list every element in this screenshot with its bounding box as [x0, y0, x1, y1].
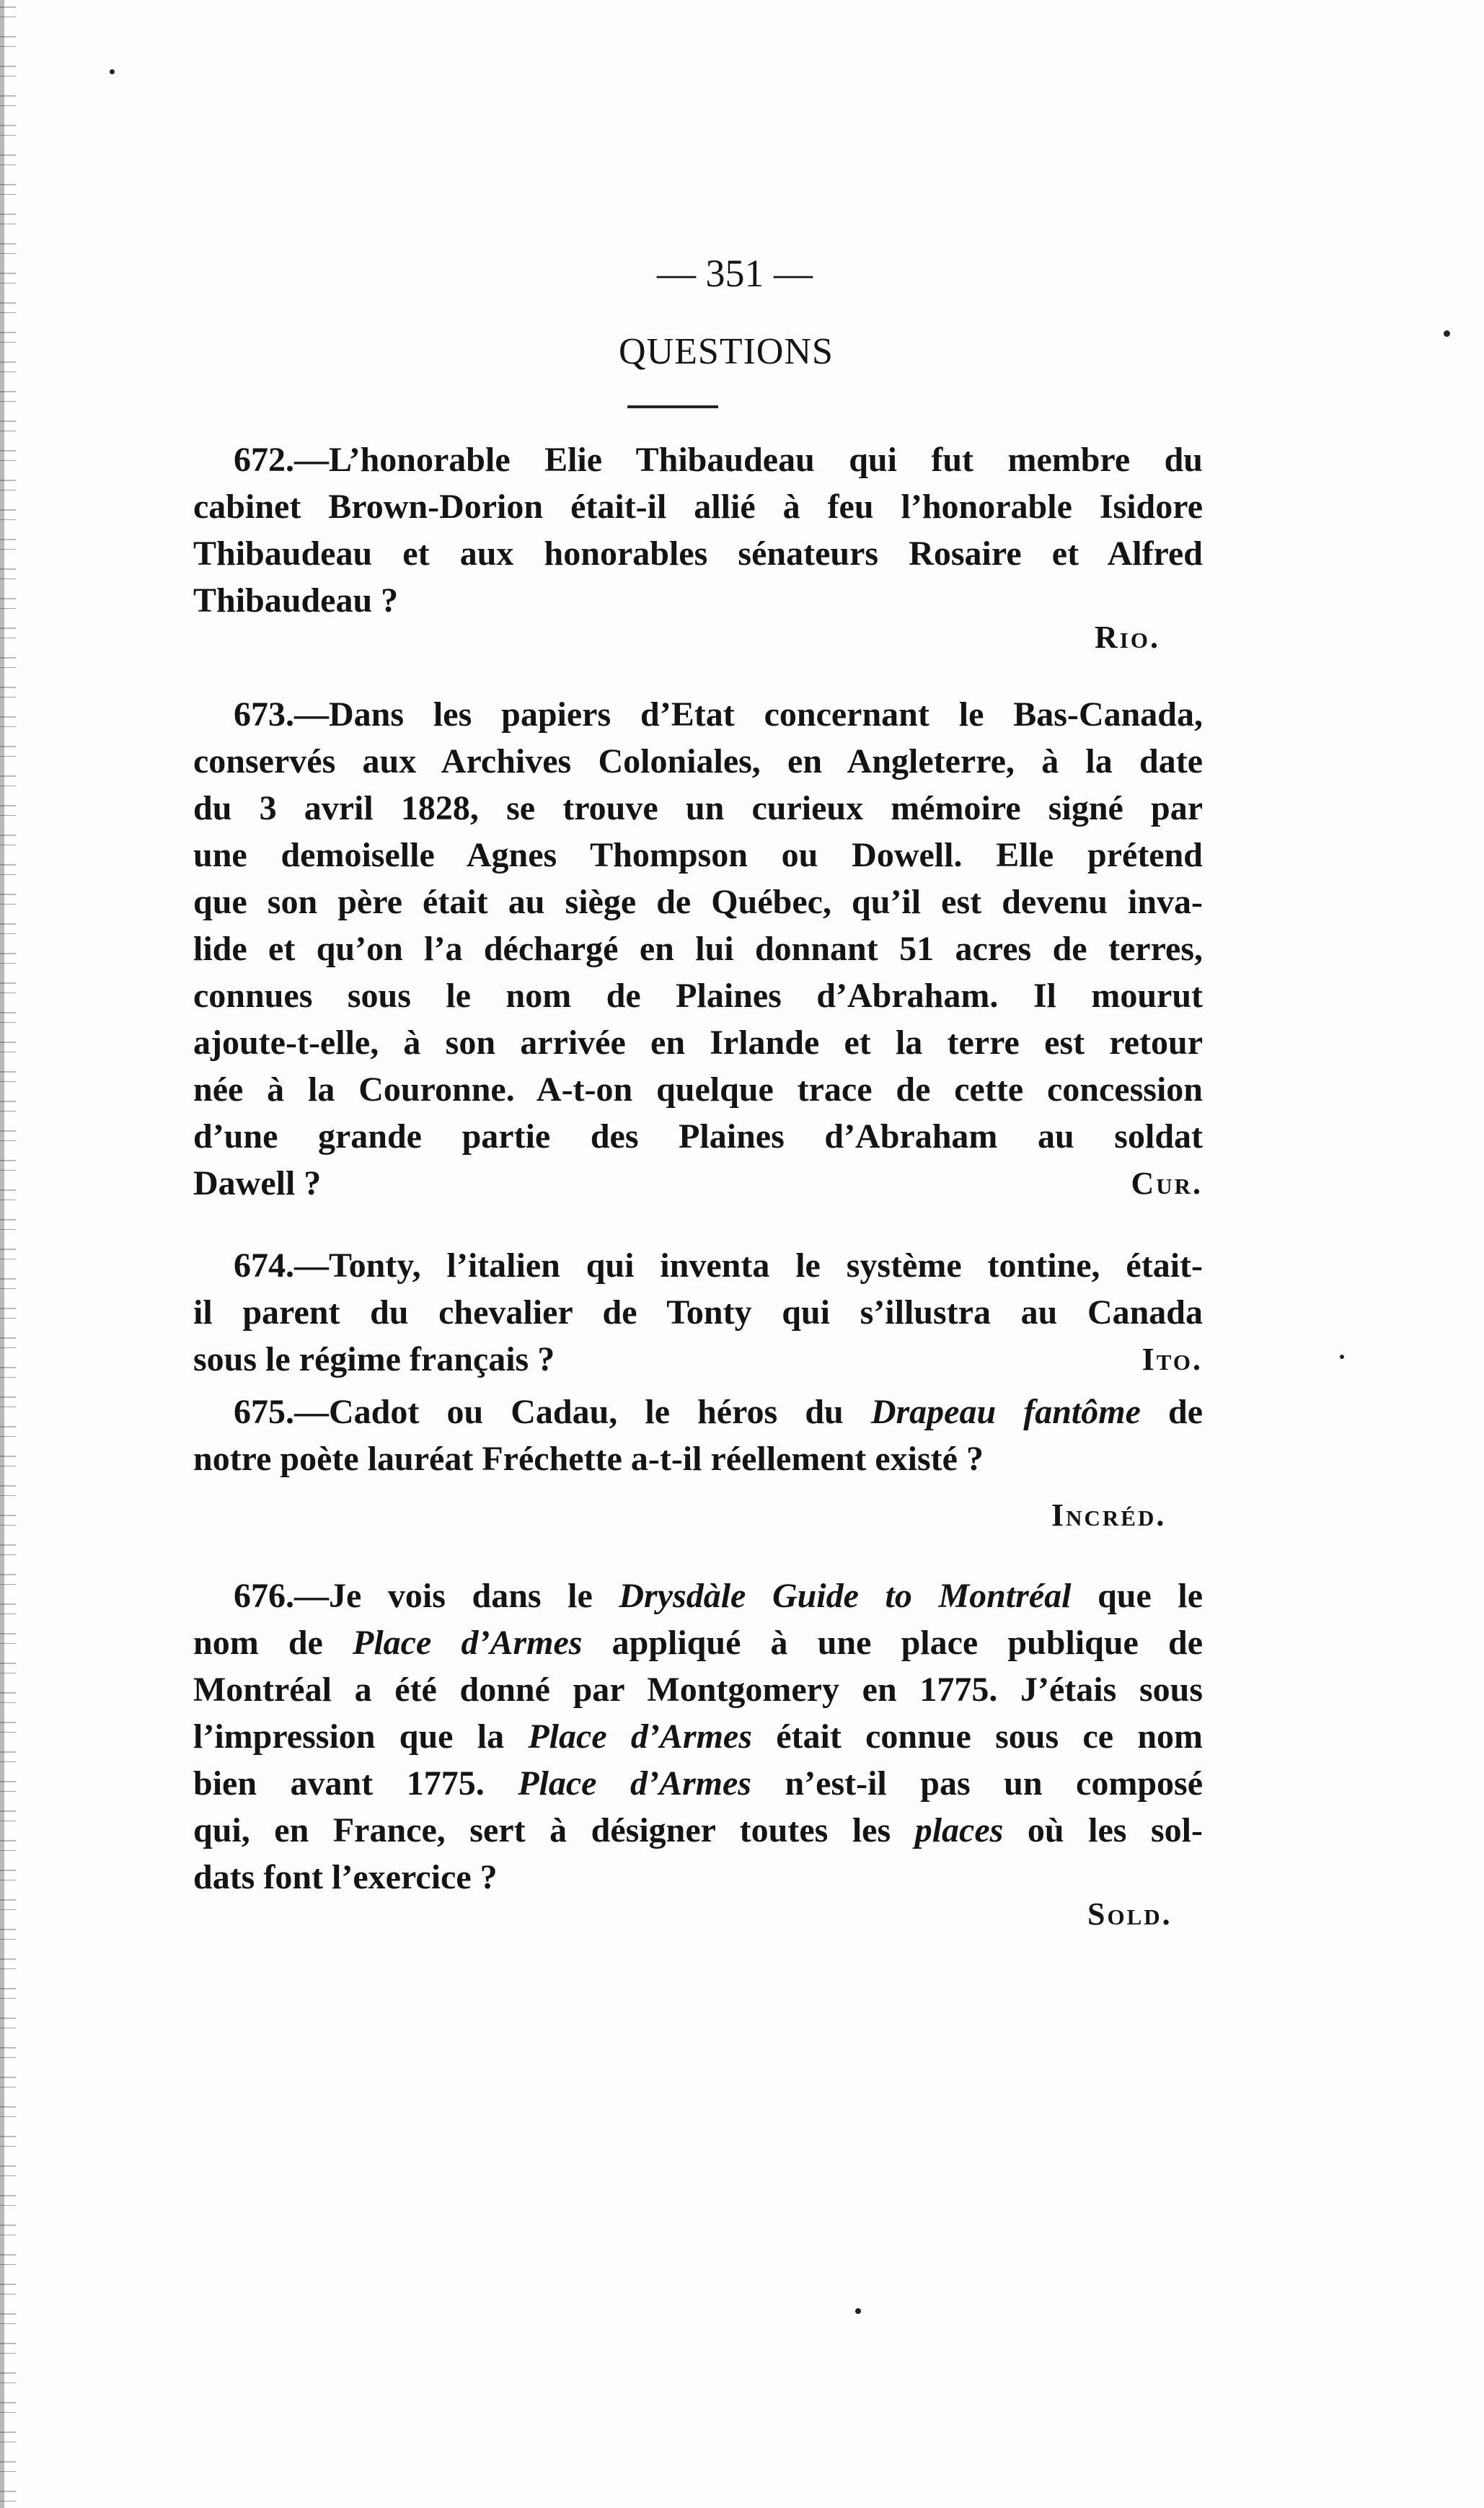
- entry-text: bien avant 1775.: [193, 1764, 518, 1803]
- entry-text: nom de: [193, 1624, 353, 1662]
- signature-674: Ito.: [1141, 1342, 1203, 1377]
- entry-line: lide et qu’on l’a déchargé en lui donnant 51 acres de terres,: [193, 930, 1203, 968]
- question-675: [193, 1389, 1203, 1482]
- entry-text: —Cadot ou Cadau, le héros du: [294, 1393, 871, 1431]
- entry-line: [193, 691, 1203, 738]
- scan-speck: [1340, 1355, 1344, 1359]
- entry-number: 673.: [234, 695, 294, 734]
- entry-italic: places: [914, 1811, 1004, 1849]
- entry-text: appliqué à une place publique de: [582, 1624, 1203, 1662]
- entry-line: Thibaudeau ?: [193, 581, 399, 620]
- entry-line: [193, 1807, 1203, 1854]
- scan-speck: [855, 2308, 861, 2314]
- entry-line: [193, 1242, 1203, 1289]
- entry-line: [193, 436, 1203, 483]
- entry-line: Montréal a été donné par Montgomery en 1775. J’étais sous: [193, 1671, 1203, 1709]
- section-title: QUESTIONS: [619, 331, 834, 372]
- scan-speck: [110, 69, 115, 74]
- entry-line: il parent du chevalier de Tonty qui s’illustra au Canada: [193, 1293, 1203, 1332]
- entry-line: dats font l’exercice ?: [193, 1858, 498, 1896]
- entry-text: qui, en France, sert à désigner toutes les: [193, 1811, 915, 1849]
- signature-675: Incréd.: [1051, 1497, 1167, 1533]
- question-672: [193, 436, 1203, 624]
- entry-text: —Dans les papiers d’Etat concernant le Bas-Canada,: [294, 695, 1203, 734]
- entry-text: où les sol-: [1003, 1811, 1203, 1849]
- entry-text: sous le régime français ?: [193, 1340, 555, 1378]
- entry-line: une demoiselle Agnes Thompson ou Dowell. Elle prétend: [193, 836, 1203, 874]
- entry-line: [193, 1572, 1203, 1619]
- entry-line: Thibaudeau et aux honorables sénateurs Rosaire et Alfred: [193, 534, 1203, 573]
- entry-italic: Drapeau fantôme: [870, 1393, 1141, 1431]
- entry-text: l’impression que la: [193, 1717, 529, 1756]
- entry-text: que le: [1071, 1577, 1203, 1615]
- entry-number: 675.: [234, 1393, 294, 1431]
- entry-line: ajoute-t-elle, à son arrivée en Irlande et la terre est retour: [193, 1024, 1203, 1062]
- entry-italic: Place d’Armes: [528, 1717, 752, 1756]
- question-674: [193, 1242, 1203, 1383]
- page-number: — 351 —: [657, 252, 813, 295]
- entry-text: était connue sous ce nom: [751, 1717, 1203, 1756]
- entry-line: [193, 1389, 1203, 1435]
- entry-line: [193, 1760, 1203, 1807]
- entry-line: [193, 1336, 1203, 1383]
- entry-text: n’est-il pas un composé: [751, 1764, 1203, 1803]
- signature-673: Cur.: [1131, 1166, 1203, 1201]
- entry-number: 676.: [234, 1577, 294, 1615]
- entry-text: de: [1140, 1393, 1203, 1431]
- entry-text: —Je vois dans le: [294, 1577, 619, 1615]
- entry-number: 674.: [234, 1246, 294, 1285]
- signature-672: Rio.: [1095, 620, 1160, 655]
- entry-italic: Drysdàle Guide to Montréal: [619, 1577, 1072, 1615]
- entry-line: née à la Couronne. A-t-on quelque trace de cette concession: [193, 1070, 1203, 1109]
- entry-line: d’une grande partie des Plaines d’Abraham au soldat: [193, 1117, 1203, 1156]
- entry-line: [193, 1160, 1203, 1207]
- entry-italic: Place d’Armes: [353, 1624, 583, 1662]
- entry-line: cabinet Brown-Dorion était-il allié à feu l’honorable Isidore: [193, 488, 1203, 526]
- entry-line: du 3 avril 1828, se trouve un curieux mémoire signé par: [193, 789, 1203, 827]
- question-673: [193, 691, 1203, 1207]
- title-rule: [627, 405, 718, 408]
- entry-line: connues sous le nom de Plaines d’Abraham. Il mourut: [193, 977, 1203, 1015]
- entry-text: —Tonty, l’italien qui inventa le système tontine, était-: [294, 1246, 1203, 1285]
- entry-italic: Place d’Armes: [518, 1764, 751, 1803]
- entry-text: Dawell ?: [193, 1164, 322, 1202]
- entry-line: que son père était au siège de Québec, qu’il est devenu inva-: [193, 883, 1203, 921]
- question-676: [193, 1572, 1203, 1901]
- scan-edge-shadow: [0, 0, 4, 2508]
- signature-676: Sold.: [1087, 1896, 1172, 1932]
- entry-text: —L’honorable Elie Thibaudeau qui fut membre du: [294, 441, 1203, 479]
- entry-line: [193, 1713, 1203, 1760]
- entry-number: 672.: [234, 441, 294, 479]
- entry-line: [193, 1619, 1203, 1666]
- entry-line: notre poète lauréat Fréchette a-t-il réellement existé ?: [193, 1440, 984, 1478]
- entry-line: conservés aux Archives Coloniales, en Angleterre, à la date: [193, 742, 1203, 780]
